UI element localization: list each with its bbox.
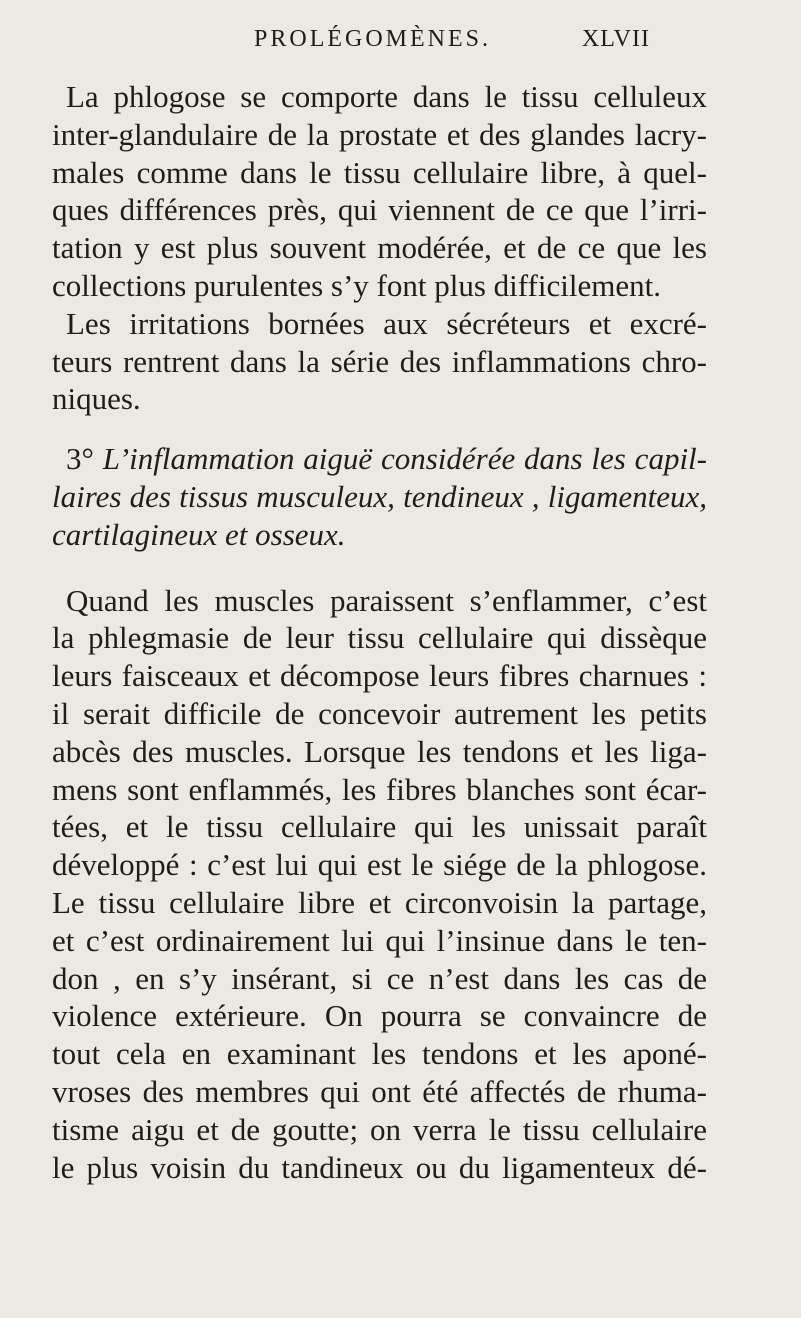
text-line: ques différences près, qui viennent de ce que l’irri- [52,192,707,228]
text-line: males comme dans le tissu cellulaire libre, à quel- [52,154,707,190]
paragraph-phlogose [52,78,707,305]
page-number: XLVII [581,26,650,52]
section-title-line: laires des tissus musculeux, tendineux , ligamenteux, [52,478,707,514]
text-line: violence extérieure. On pourra se convaincre de [52,998,707,1034]
text-line: abcès des muscles. Lorsque les tendons et les liga- [52,733,707,769]
paragraph-muscles [52,582,707,1187]
text-line: le plus voisin du tandineux ou du ligamenteux dé- [52,1149,707,1185]
text-line: niques. [52,381,141,417]
text-line: teurs rentrent dans la série des inflammations chro- [52,343,707,379]
text-line: Quand les muscles paraissent s’enflammer, c’est [66,582,707,618]
text-line: vroses des membres qui ont été affectés de rhuma- [52,1073,707,1109]
text-line: collections purulentes s’y font plus difficilement. [52,267,661,303]
text-line: don , en s’y insérant, si ce n’est dans les cas de [52,960,707,996]
section-title [52,440,707,553]
text-line: leurs faisceaux et décompose leurs fibres charnues : [52,658,707,694]
text-line: tation y est plus souvent modérée, et de ce que les [52,230,707,266]
paragraph-irritations [52,305,707,418]
text-line: tisme aigu et de goutte; on verra le tissu cellulaire [52,1111,707,1147]
section-title-line: cartilagineux et osseux. [52,516,346,552]
running-title: PROLÉGOMÈNES. [254,26,492,52]
text-line: et c’est ordinairement lui qui l’insinue dans le ten- [52,922,707,958]
text-line: Les irritations bornées aux sécréteurs et excré- [66,305,707,341]
section-title-line [52,440,707,478]
text-line: La phlogose se comporte dans le tissu celluleux [66,79,707,114]
text-line: mens sont enflammés, les fibres blanches sont écar- [52,771,707,807]
section-number: 3° [66,441,94,477]
text-line: tées, et le tissu cellulaire qui les unissait paraît [52,809,707,845]
section-title-text: L’inflammation aiguë considérée dans les capil- [102,441,707,477]
text-line: il serait difficile de concevoir autrement les petits [52,695,707,731]
text-line: Le tissu cellulaire libre et circonvoisin la partage, [52,884,707,920]
text-line: inter-glandulaire de la prostate et des glandes lacry- [52,116,707,152]
running-head [230,26,650,66]
text-line: tout cela en examinant les tendons et les aponé- [52,1036,707,1072]
text-block [52,78,707,1186]
text-line: développé : c’est lui qui est le siége de la phlogose. [52,847,707,883]
text-line: la phlegmasie de leur tissu cellulaire qui dissèque [52,620,707,656]
